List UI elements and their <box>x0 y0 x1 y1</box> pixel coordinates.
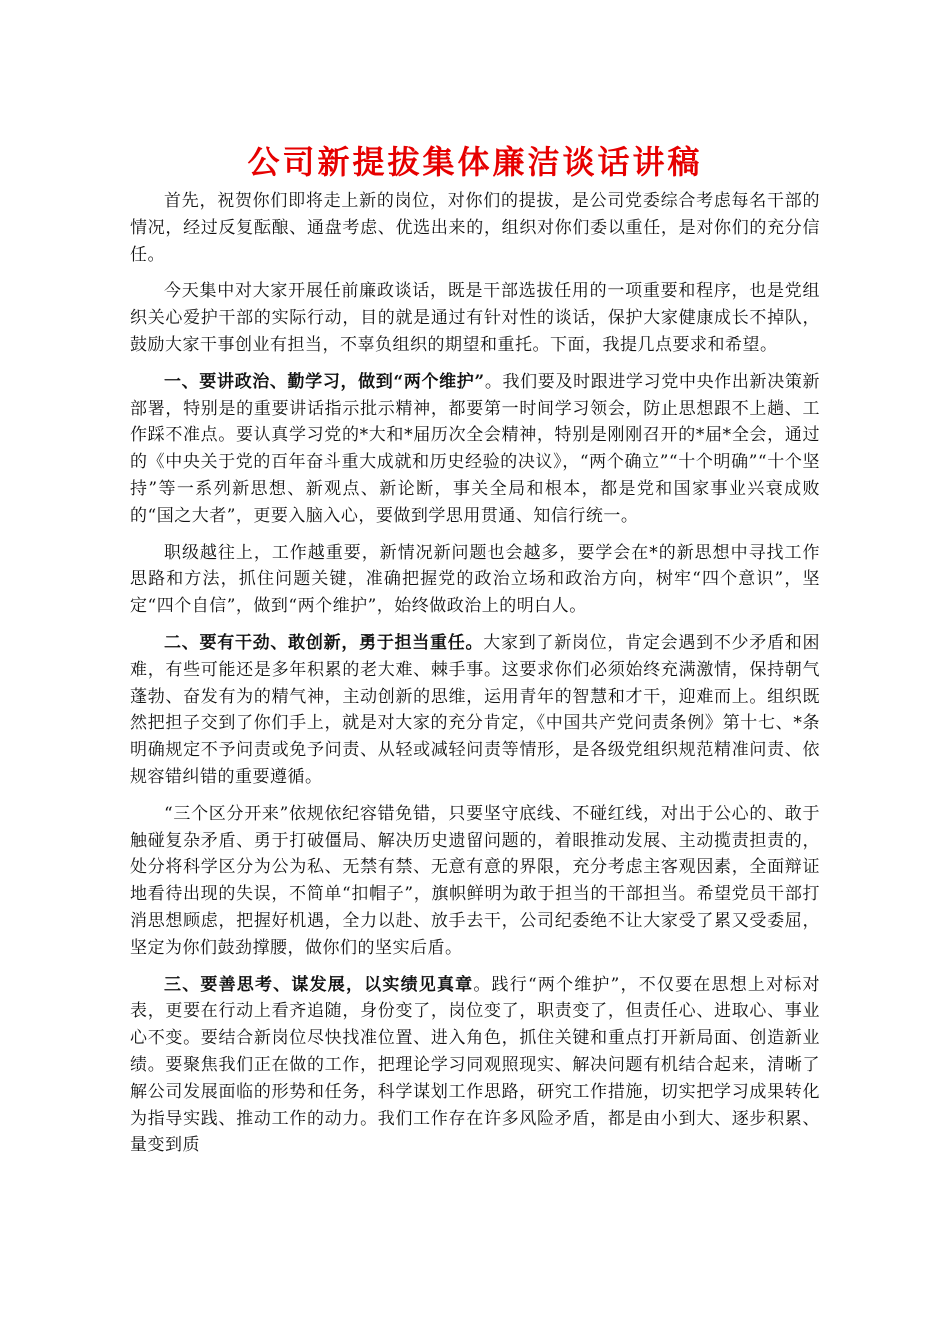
paragraph-5 <box>130 630 820 791</box>
paragraph-2 <box>130 278 820 358</box>
document-title: 公司新提拔集体廉洁谈话讲稿 <box>247 143 703 181</box>
paragraph-text: 今天集中对大家开展任前廉政谈话，既是干部选拔任用的一项重要和程序，也是党组织关心爱护干部的实际行动，目的就是通过有针对性的谈话，保护大家健康成长不掉队，鼓励大家干事创业有担当，不辜负组织的期望和重托。下面，我提几点要求和希望。 <box>130 281 820 355</box>
paragraph-6 <box>130 801 820 962</box>
section-heading-3: 三、要善思考、谋发展，以实绩见真章 <box>164 974 474 995</box>
paragraph-3 <box>130 369 820 530</box>
paragraph-text: 。我们要及时跟进学习党中央作出新决策新部署，特别是的重要讲话指示批示精神，都要第一时间学习领会，防止思想跟不上趟、工作踩不准点。要认真学习党的*大和*届历次全会精神，特别是刚刚召开的*届*全会，通过的《中央关于党的百年奋斗重大成就和历史经验的决议》，“两个确立”“十个明确”“十个坚持”等一系列新思想、新观点、新论断，事关全局和根本，都是党和国家事业兴衰成败的“国之大者”，更要入脑入心，要做到学思用贯通、知信行统一。 <box>130 371 820 526</box>
paragraph-text: 。践行“两个维护”，不仅要在思想上对标对表，更要在行动上看齐追随，身份变了，岗位变了，职责变了，但责任心、进取心、事业心不变。要结合新岗位尽快找准位置、进入角色，抓住关键和重点打开新局面、创造新业绩。要聚焦我们正在做的工作，把理论学习同观照现实、解决问题有机结合起来，清晰了解公司发展面临的形势和任务，科学谋划工作思路，研究工作措施，切实把学习成果转化为指导实践、推动工作的动力。我们工作存在许多风险矛盾，都是由小到大、逐步积累、量变到质 <box>130 974 820 1156</box>
paragraph-7 <box>130 972 820 1160</box>
document-page <box>130 0 820 1169</box>
paragraph-text: 首先，祝贺你们即将走上新的岗位，对你们的提拔，是公司党委综合考虑每名干部的情况，经过反复酝酿、通盘考虑、优选出来的，组织对你们委以重任，是对你们的充分信任。 <box>130 191 820 265</box>
section-heading-2: 二、要有干劲、敢创新，勇于担当重任。 <box>164 632 484 653</box>
paragraph-text: 职级越往上，工作越重要，新情况新问题也会越多，要学会在*的新思想中寻找工作思路和方法，抓住问题关键，准确把握党的政治立场和政治方向，树牢“四个意识”，坚定“四个自信”，做到“两个维护”，始终做政治上的明白人。 <box>130 542 820 617</box>
section-heading-1: 一、要讲政治、勤学习，做到“两个维护” <box>164 371 485 392</box>
document-body <box>130 188 820 1159</box>
paragraph-4 <box>130 540 820 620</box>
paragraph-1 <box>130 188 820 268</box>
paragraph-text: 大家到了新岗位，肯定会遇到不少矛盾和困难，有些可能还是多年积累的老大难、棘手事。这要求你们必须始终充满激情，保持朝气蓬勃、奋发有为的精气神，主动创新的思维，运用青年的智慧和才干，迎难而上。组织既然把担子交到了你们手上，就是对大家的充分肯定，《中国共产党问责条例》第十七、*条明确规定不予问责或免予问责、从轻或减轻问责等情形，是各级党组织规范精准问责、依规容错纠错的重要遵循。 <box>130 632 820 787</box>
paragraph-text: “三个区分开来”依规依纪容错免错，只要坚守底线、不碰红线，对出于公心的、敢于触碰复杂矛盾、勇于打破僵局、解决历史遗留问题的，着眼推动发展、主动揽责担责的，处分将科学区分为公为私、无禁有禁、无意有意的界限，充分考虑主客观因素，全面辩证地看待出现的失误，不简单“扣帽子”，旗帜鲜明为敢于担当的干部担当。希望党员干部打消思想顾虑，把握好机遇，全力以赴、放手去干，公司纪委绝不让大家受了累又受委屈，坚定为你们鼓劲撑腰，做你们的坚实后盾。 <box>130 803 820 958</box>
